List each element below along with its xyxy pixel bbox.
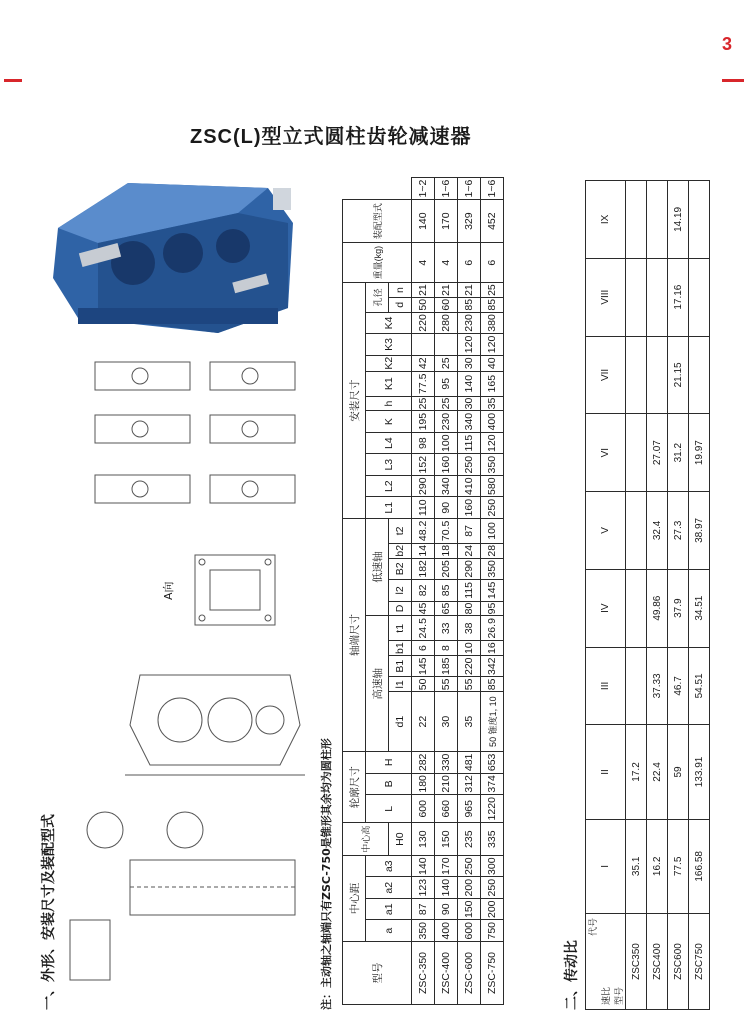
value-cell: 180 — [412, 773, 435, 795]
ratio-corner-code: 代号 — [588, 918, 598, 937]
header-outline: 轮廓尺寸 — [343, 752, 366, 823]
ratio-col-1: I — [586, 819, 626, 913]
value-cell: 160 — [435, 454, 458, 476]
col-a3: a3 — [366, 855, 412, 877]
value-cell: 77.5 — [412, 371, 435, 396]
ratio-value-cell: 17.2 — [626, 725, 647, 819]
ratio-value-cell: 17.16 — [668, 258, 689, 336]
col-K3: K3 — [366, 334, 412, 356]
table-row — [435, 178, 458, 1005]
value-cell: 170 — [435, 855, 458, 877]
a-direction-label: A向 — [162, 581, 175, 600]
value-cell: 152 — [412, 454, 435, 476]
value-cell: 410 — [458, 475, 481, 497]
value-cell: 100 — [481, 518, 504, 543]
value-cell: 140 — [412, 200, 435, 243]
value-cell: 40 — [481, 355, 504, 371]
value-cell: 210 — [435, 773, 458, 795]
value-cell: 329 — [458, 200, 481, 243]
a-direction-view — [180, 545, 290, 635]
value-cell: 95 — [435, 371, 458, 396]
value-cell: 350 — [481, 454, 504, 476]
header-model: 型号 — [343, 942, 412, 1005]
header-low-speed: 低速轴 — [366, 518, 389, 615]
value-cell — [435, 334, 458, 356]
ratio-value-cell — [626, 569, 647, 647]
value-cell: 6 — [481, 243, 504, 283]
value-cell: 205 — [435, 558, 458, 580]
value-cell: 50 — [412, 677, 435, 692]
ratio-value-cell: 32.4 — [647, 492, 668, 570]
value-cell: 145 — [412, 655, 435, 677]
value-cell: 85 — [481, 297, 504, 312]
model-cell: ZSC-350 — [412, 942, 435, 1005]
value-cell: 653 — [481, 752, 504, 774]
col-D: D — [389, 601, 412, 616]
value-cell: 82 — [412, 580, 435, 602]
header-high-speed: 高速轴 — [366, 616, 389, 752]
table-row — [626, 181, 647, 1010]
value-cell: 70.5 — [435, 518, 458, 543]
table-row — [412, 178, 435, 1005]
ratio-table — [585, 180, 710, 1010]
value-cell: 1~6 — [435, 178, 458, 200]
model-cell: ZSC-400 — [435, 942, 458, 1005]
value-cell: 25 — [435, 355, 458, 371]
col-l2: l2 — [389, 580, 412, 602]
value-cell: 10 — [458, 641, 481, 656]
value-cell: 290 — [412, 475, 435, 497]
value-cell: 18 — [435, 543, 458, 558]
ratio-value-cell — [626, 336, 647, 414]
ratio-value-cell: 14.19 — [668, 181, 689, 259]
value-cell: 42 — [412, 355, 435, 371]
ratio-value-cell: 19.97 — [689, 414, 710, 492]
value-cell: 8 — [435, 641, 458, 656]
value-cell: 33 — [435, 616, 458, 641]
value-cell: 115 — [458, 580, 481, 602]
value-cell: 1~2 — [412, 178, 435, 200]
value-cell: 38 — [458, 616, 481, 641]
value-cell: 30 — [458, 396, 481, 411]
col-L4: L4 — [366, 432, 412, 454]
header-install: 安装尺寸 — [343, 283, 366, 519]
value-cell: 22 — [412, 692, 435, 752]
ratio-value-cell — [689, 258, 710, 336]
value-cell: 140 — [458, 371, 481, 396]
value-cell: 21 — [458, 283, 481, 298]
value-cell: 600 — [458, 920, 481, 942]
value-cell: 235 — [458, 823, 481, 856]
ratio-value-cell: 16.2 — [647, 819, 668, 913]
value-cell: 200 — [481, 898, 504, 920]
col-l1: l1 — [389, 677, 412, 692]
col-B2: B2 — [389, 558, 412, 580]
value-cell: 160 — [458, 497, 481, 519]
value-cell: 26.9 — [481, 616, 504, 641]
value-cell: 350 — [481, 558, 504, 580]
value-cell: 55 — [435, 677, 458, 692]
value-cell: 350 — [412, 920, 435, 942]
table-row — [668, 181, 689, 1010]
value-cell: 230 — [458, 312, 481, 334]
ratio-value-cell — [626, 258, 647, 336]
value-cell: 87 — [412, 898, 435, 920]
col-H: H — [366, 752, 412, 774]
red-rule-left — [4, 79, 22, 82]
value-cell: 170 — [435, 200, 458, 243]
value-cell: 98 — [412, 432, 435, 454]
value-cell: 481 — [458, 752, 481, 774]
value-cell: 312 — [458, 773, 481, 795]
value-cell: 50 — [412, 297, 435, 312]
col-h: h — [366, 396, 412, 411]
ratio-col-3: III — [586, 647, 626, 725]
ratio-value-cell — [626, 647, 647, 725]
ratio-value-cell: 133.91 — [689, 725, 710, 819]
value-cell: 580 — [481, 475, 504, 497]
value-cell: 110 — [412, 497, 435, 519]
col-L2: L2 — [366, 475, 412, 497]
value-cell: 115 — [458, 432, 481, 454]
model-cell: ZSC-600 — [458, 942, 481, 1005]
value-cell: 85 — [481, 677, 504, 692]
table-row — [689, 181, 710, 1010]
value-cell: 150 — [435, 823, 458, 856]
value-cell: 230 — [435, 411, 458, 433]
value-cell: 145 — [481, 580, 504, 602]
assembly-types-drawing — [85, 350, 310, 530]
value-cell: 250 — [481, 497, 504, 519]
value-cell: 21 — [412, 283, 435, 298]
value-cell: 30 — [435, 692, 458, 752]
ratio-model-cell: ZSC600 — [668, 914, 689, 1010]
ratio-col-7: VII — [586, 336, 626, 414]
value-cell: 100 — [435, 432, 458, 454]
col-b1: b1 — [389, 641, 412, 656]
value-cell: 85 — [458, 297, 481, 312]
ratio-col-2: II — [586, 725, 626, 819]
value-cell: 342 — [481, 655, 504, 677]
value-cell: 1~6 — [481, 178, 504, 200]
ratio-col-6: VI — [586, 414, 626, 492]
value-cell: 60 — [435, 297, 458, 312]
ratio-col-4: IV — [586, 569, 626, 647]
value-cell: 95 — [481, 601, 504, 616]
col-t1: t1 — [389, 616, 412, 641]
header-weight: 重量(kg) — [343, 243, 412, 283]
ratio-corner — [586, 914, 626, 1010]
value-cell: 374 — [481, 773, 504, 795]
table-row — [481, 178, 504, 1005]
header-shaft-end: 轴端尺寸 — [343, 518, 366, 751]
value-cell: 6 — [412, 641, 435, 656]
col-a2: a2 — [366, 877, 412, 899]
col-t2: t2 — [389, 518, 412, 543]
value-cell: 120 — [458, 334, 481, 356]
ratio-value-cell — [626, 414, 647, 492]
value-cell: 220 — [458, 655, 481, 677]
value-cell: 140 — [412, 855, 435, 877]
ratio-value-cell: 77.5 — [668, 819, 689, 913]
ratio-value-cell — [689, 336, 710, 414]
value-cell: 90 — [435, 497, 458, 519]
value-cell: 120 — [481, 432, 504, 454]
value-cell: 220 — [412, 312, 435, 334]
value-cell: 130 — [412, 823, 435, 856]
section2-heading: 二、传动比 — [564, 940, 580, 1010]
value-cell: 90 — [435, 898, 458, 920]
ratio-value-cell: 49.86 — [647, 569, 668, 647]
col-K4: K4 — [366, 312, 412, 334]
header-holes: 孔径 — [366, 283, 389, 312]
ratio-value-cell: 27.3 — [668, 492, 689, 570]
plan-view-drawing — [60, 800, 310, 1000]
value-cell: 21 — [435, 283, 458, 298]
ratio-value-cell: 166.58 — [689, 819, 710, 913]
col-L: L — [366, 795, 412, 823]
col-a1: a1 — [366, 898, 412, 920]
value-cell: 35 — [458, 692, 481, 752]
value-cell: 150 — [458, 898, 481, 920]
col-H0: H0 — [389, 823, 412, 856]
ratio-value-cell: 38.97 — [689, 492, 710, 570]
value-cell: 280 — [435, 312, 458, 334]
value-cell: 87 — [458, 518, 481, 543]
value-cell: 400 — [481, 411, 504, 433]
value-cell: 250 — [481, 877, 504, 899]
value-cell: 4 — [435, 243, 458, 283]
dimensions-table — [342, 177, 504, 1005]
value-cell: 120 — [481, 334, 504, 356]
ratio-col-9: IX — [586, 181, 626, 259]
ratio-value-cell: 59 — [668, 725, 689, 819]
value-cell: 55 — [458, 677, 481, 692]
col-d1: d1 — [389, 692, 412, 752]
value-cell: 65 — [435, 601, 458, 616]
table-row — [458, 178, 481, 1005]
ratio-value-cell: 21.15 — [668, 336, 689, 414]
value-cell: 282 — [412, 752, 435, 774]
value-cell: 340 — [435, 475, 458, 497]
col-K: K — [366, 411, 412, 433]
ratio-value-cell: 35.1 — [626, 819, 647, 913]
value-cell: 452 — [481, 200, 504, 243]
value-cell: 965 — [458, 795, 481, 823]
ratio-col-8: VIII — [586, 258, 626, 336]
value-cell: 16 — [481, 641, 504, 656]
table-note: 注：主动轴之轴端只有ZSC-750是锥形其余均为圆柱形 — [320, 738, 333, 1010]
header-assembly: 装配型式 — [343, 200, 412, 243]
ratio-value-cell — [647, 258, 668, 336]
col-n: n — [389, 283, 412, 298]
ratio-corner-model: 型号 — [614, 986, 624, 1005]
value-cell: 165 — [481, 371, 504, 396]
value-cell: 4 — [412, 243, 435, 283]
value-cell: 250 — [458, 454, 481, 476]
header-center-height: 中心高 — [343, 823, 389, 856]
value-cell: 14 — [412, 543, 435, 558]
value-cell: 335 — [481, 823, 504, 856]
value-cell: 28 — [481, 543, 504, 558]
value-cell — [412, 334, 435, 356]
value-cell: 200 — [458, 877, 481, 899]
value-cell: 80 — [458, 601, 481, 616]
ratio-value-cell: 34.51 — [689, 569, 710, 647]
value-cell: 340 — [458, 411, 481, 433]
ratio-value-cell: 37.33 — [647, 647, 668, 725]
ratio-value-cell — [689, 181, 710, 259]
col-a: a — [366, 920, 412, 942]
ratio-value-cell: 31.2 — [668, 414, 689, 492]
col-K1: K1 — [366, 371, 412, 396]
value-cell: 250 — [458, 855, 481, 877]
value-cell: 48.2 — [412, 518, 435, 543]
page-title: ZSC(L)型立式圆柱齿轮减速器 — [190, 126, 472, 148]
col-B1: B1 — [389, 655, 412, 677]
col-B: B — [366, 773, 412, 795]
col-L3: L3 — [366, 454, 412, 476]
value-cell: 182 — [412, 558, 435, 580]
value-cell: 660 — [435, 795, 458, 823]
value-cell: 25 — [481, 283, 504, 298]
value-cell: 45 — [412, 601, 435, 616]
ratio-value-cell: 27.07 — [647, 414, 668, 492]
ratio-model-cell: ZSC750 — [689, 914, 710, 1010]
value-cell: 35 — [481, 396, 504, 411]
value-cell: 290 — [458, 558, 481, 580]
value-cell: 1220 — [481, 795, 504, 823]
ratio-value-cell: 22.4 — [647, 725, 668, 819]
value-cell: 140 — [435, 877, 458, 899]
value-cell: 6 — [458, 243, 481, 283]
value-cell: 185 — [435, 655, 458, 677]
col-L1: L1 — [366, 497, 412, 519]
value-cell: 50 锥度1, 10 — [481, 692, 504, 752]
ratio-value-cell — [647, 336, 668, 414]
value-cell: 750 — [481, 920, 504, 942]
value-cell: 600 — [412, 795, 435, 823]
ratio-col-5: V — [586, 492, 626, 570]
value-cell: 85 — [435, 580, 458, 602]
ratio-model-cell: ZSC400 — [647, 914, 668, 1010]
red-rule-right — [722, 79, 744, 82]
value-cell: 300 — [481, 855, 504, 877]
table-row — [647, 181, 668, 1010]
ratio-model-cell: ZSC350 — [626, 914, 647, 1010]
section1-heading: 一、外形、安装尺寸及装配型式 — [41, 814, 57, 1010]
value-cell: 24.5 — [412, 616, 435, 641]
value-cell: 330 — [435, 752, 458, 774]
value-cell: 123 — [412, 877, 435, 899]
value-cell: 25 — [412, 396, 435, 411]
value-cell: 30 — [458, 355, 481, 371]
ratio-value-cell — [626, 181, 647, 259]
ratio-value-cell — [626, 492, 647, 570]
value-cell: 195 — [412, 411, 435, 433]
gear-reducer-photo — [38, 168, 308, 343]
col-b2: b2 — [389, 543, 412, 558]
value-cell: 25 — [435, 396, 458, 411]
col-K2: K2 — [366, 355, 412, 371]
value-cell: 1~6 — [458, 178, 481, 200]
side-elevation-drawing — [120, 645, 310, 795]
col-d: d — [389, 297, 412, 312]
ratio-value-cell: 54.51 — [689, 647, 710, 725]
header-center-distance: 中心距 — [343, 855, 366, 941]
model-cell: ZSC-750 — [481, 942, 504, 1005]
ratio-value-cell: 46.7 — [668, 647, 689, 725]
value-cell: 380 — [481, 312, 504, 334]
ratio-value-cell: 37.9 — [668, 569, 689, 647]
value-cell: 400 — [435, 920, 458, 942]
ratio-value-cell — [647, 181, 668, 259]
ratio-corner-ratio: 速比 — [601, 986, 611, 1005]
value-cell: 24 — [458, 543, 481, 558]
page-corner-mark: 3 — [722, 34, 733, 54]
